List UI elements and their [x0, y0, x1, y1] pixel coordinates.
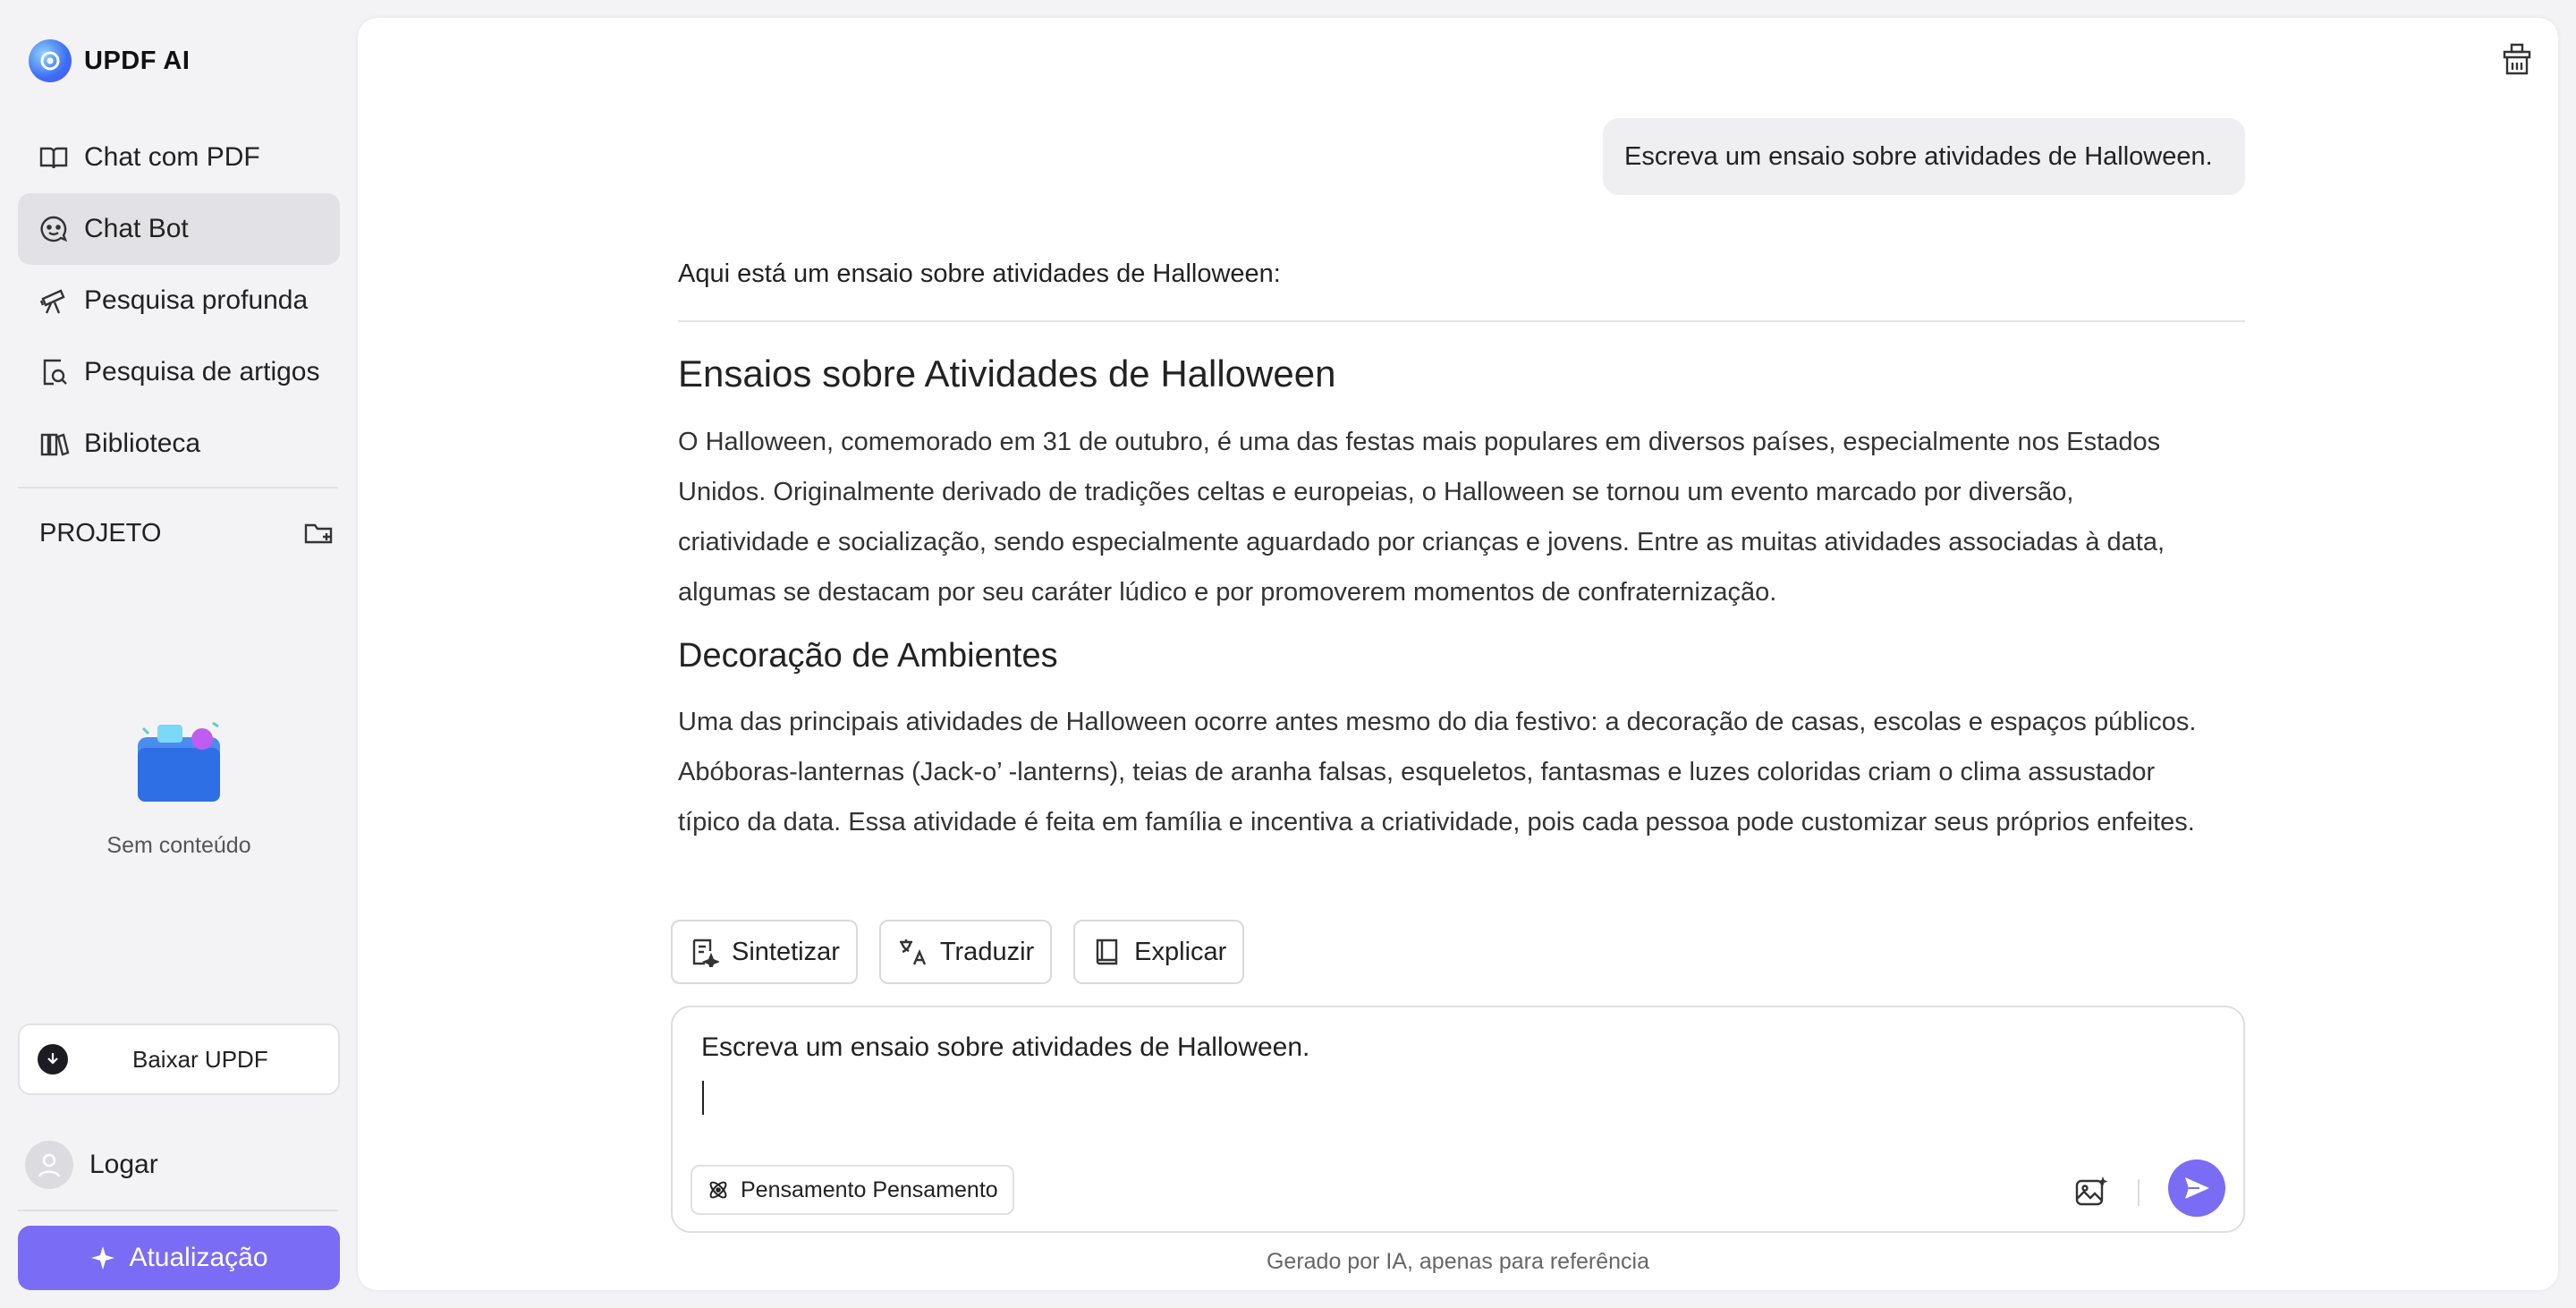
sidebar-item-label: Pesquisa profunda [84, 285, 309, 315]
article-search-icon [38, 356, 70, 388]
answer-paragraph-2 [678, 697, 2245, 847]
user-message-bubble: Escreva um ensaio sobre atividades de Halloween. [1603, 118, 2245, 195]
upgrade-button[interactable] [18, 1226, 340, 1290]
sidebar-item-article-search[interactable] [18, 336, 340, 408]
empty-state [98, 716, 259, 859]
quick-actions [671, 920, 1266, 984]
composer-separator [2138, 1179, 2140, 1206]
brand-name: UPDF AI [84, 46, 191, 75]
sidebar-item-label: Chat Bot [84, 214, 189, 243]
sidebar-divider [18, 487, 338, 488]
avatar [25, 1141, 73, 1189]
answer-heading-2: Decoração de Ambientes [678, 637, 1058, 675]
text-caret [702, 1081, 704, 1115]
ai-disclaimer: Gerado por IA, apenas para referência [1266, 1249, 1650, 1274]
paragraph-line: O Halloween, comemorado em 31 de outubro, é uma das festas mais populares em diversos países, especialmente nos Estados [678, 428, 2161, 456]
explain-label: Explicar [1134, 937, 1227, 966]
login-button[interactable] [25, 1140, 158, 1190]
sidebar-item-label: Biblioteca [84, 429, 201, 458]
paragraph-line: típico da data. Essa atividade é feita em família e incentiva a criatividade, pois cada pessoa pode customizar seus próprios enfeites. [678, 808, 2195, 837]
download-button[interactable] [18, 1023, 340, 1095]
download-icon [38, 1044, 68, 1074]
atom-icon [707, 1178, 730, 1202]
sidebar [0, 0, 356, 1308]
clear-chat-icon[interactable] [2499, 41, 2535, 77]
brand[interactable] [29, 39, 190, 82]
book-icon [1091, 937, 1122, 967]
paragraph-line: Uma das principais atividades de Halloween ocorre antes mesmo do dia festivo: a decoração de casas, escolas e espaços públicos. [678, 708, 2197, 736]
translate-button[interactable] [879, 920, 1052, 984]
library-icon [38, 428, 70, 460]
sidebar-item-label: Chat com PDF [84, 142, 260, 172]
chat-panel [358, 18, 2558, 1290]
login-label: Logar [89, 1150, 158, 1179]
explain-button[interactable] [1073, 920, 1244, 984]
empty-folder-icon [125, 716, 233, 814]
answer-divider [678, 320, 2245, 322]
sidebar-item-deep-research[interactable] [18, 265, 340, 336]
image-upload-icon[interactable] [2073, 1174, 2109, 1210]
paragraph-line: criatividade e socialização, sendo especialmente aguardado por crianças e jovens. Entre as muitas atividades associadas à data, [678, 528, 2165, 556]
send-button[interactable] [2168, 1159, 2225, 1217]
sidebar-item-chat-pdf[interactable] [18, 122, 340, 193]
new-folder-icon[interactable] [302, 517, 335, 549]
thinking-toggle[interactable] [691, 1165, 1014, 1215]
upgrade-label: Atualização [129, 1243, 268, 1272]
summarize-label: Sintetizar [732, 937, 840, 966]
answer-heading-1: Ensaios sobre Atividades de Halloween [678, 352, 1336, 395]
project-label: PROJETO [39, 518, 162, 548]
thinking-label: Pensamento Pensamento [741, 1176, 998, 1202]
project-header [39, 515, 335, 551]
updf-logo-icon [29, 39, 72, 82]
sidebar-divider-bottom [18, 1210, 338, 1211]
book-open-icon [38, 141, 70, 174]
empty-label: Sem conteúdo [106, 833, 251, 858]
sidebar-nav [18, 122, 340, 480]
answer-paragraph-1 [678, 417, 2245, 617]
download-label: Baixar UPDF [132, 1045, 268, 1073]
summarize-icon [689, 937, 719, 967]
user-icon [35, 1151, 64, 1179]
paragraph-line: Unidos. Originalmente derivado de tradições celtas e europeias, o Halloween se tornou um evento marcado por diversão, [678, 478, 2074, 506]
answer-intro: Aqui está um ensaio sobre atividades de Halloween: [678, 259, 1281, 288]
translate-label: Traduzir [939, 937, 1035, 966]
sidebar-item-chat-bot[interactable] [18, 193, 340, 265]
paragraph-line: algumas se destacam por seu caráter lúdico e por promoverem momentos de confraternização. [678, 578, 1777, 607]
translate-icon [897, 937, 928, 967]
send-icon [2182, 1174, 2211, 1202]
paragraph-line: Abóboras-lanternas (Jack-o’ -lanterns), teias de aranha falsas, esqueletos, fantasmas e luzes coloridas criam o clima assustador [678, 758, 2156, 786]
message-composer[interactable] [671, 1006, 2245, 1233]
chat-bot-icon [38, 213, 70, 245]
composer-input[interactable]: Escreva um ensaio sobre atividades de Halloween. [701, 1032, 1310, 1062]
sparkle-icon [89, 1244, 116, 1271]
sidebar-item-label: Pesquisa de artigos [84, 357, 320, 386]
ai-answer [678, 259, 2245, 847]
summarize-button[interactable] [671, 920, 858, 984]
telescope-icon [38, 285, 70, 317]
sidebar-item-library[interactable] [18, 408, 340, 480]
